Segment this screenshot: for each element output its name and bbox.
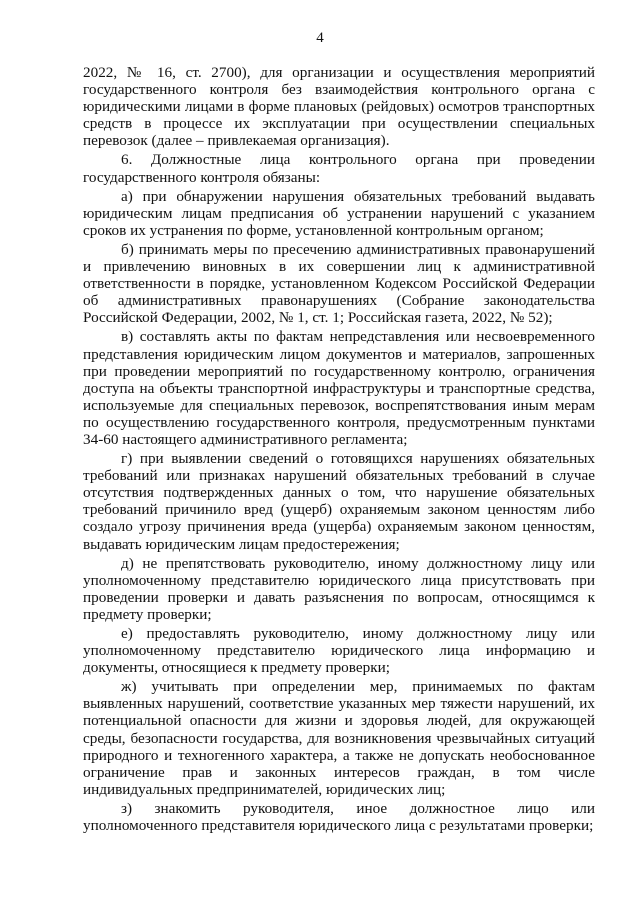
paragraph-subitem-d: д) не препятствовать руководителю, иному должностному лицу или уполномоченному представителю юридического лица присутствовать при проведении проверки и давать разъяснения по вопросам, относящимся к предмету проверки; [83, 554, 595, 623]
paragraph-subitem-e: е) предоставлять руководителю, иному должностному лицу или уполномоченному представителю юридического лица информацию и документы, относящиеся к предмету проверки; [83, 625, 595, 677]
paragraph-subitem-v: в) составлять акты по фактам непредставления или несвоевременного представления юридическим лицом документов и материалов, запрошенных при проведении мероприятий по государственному контролю, ограничения доступа на объекты транспортной инфраструктуры и транспортные средства, используемые для специальных перевозок, воспрепятствования иным мерам по осуществлению государственного контроля, предусмотренным пунктами 34-60 настоящего административного регламента; [83, 328, 595, 448]
paragraph-item-6: 6. Должностные лица контрольного органа при проведении государственного контроля обязаны: [83, 151, 595, 186]
document-body [83, 64, 595, 834]
paragraph-subitem-z: з) знакомить руководителя, иное должностное лицо или уполномоченного представителя юридического лица с результатами проверки; [83, 799, 595, 835]
paragraph-continuation: 2022, № 16, ст. 2700), для организации и осуществления мероприятий государственного контроля без взаимодействия контрольного органа с юридическими лицами в форме плановых (рейдовых) осмотров транспортных средств в процессе их эксплуатации при осуществлении специальных перевозок (далее – привлекаемая организация). [83, 64, 595, 150]
paragraph-subitem-g: г) при выявлении сведений о готовящихся нарушениях обязательных требований или признаках нарушений обязательных требований в случае отсутствия подтвержденных данных о том, что нарушение обязательных требований причинило вред (ущерб) охраняемым законом ценностям либо создало угрозу причинения вреда (ущерба) охраняемым законом ценностям, выдавать юридическим лицам предостережения; [83, 450, 595, 553]
page-number: 4 [316, 30, 324, 46]
paragraph-subitem-b: б) принимать меры по пресечению административных правонарушений и привлечению виновных в их совершении лиц к административной ответственности в порядке, установленном Кодексом Российской Федерации об административных правонарушениях (Собрание законодательства Российской Федерации, 2002, № 1, ст. 1; Российская газета, 2022, № 52); [83, 240, 595, 327]
paragraph-subitem-zh: ж) учитывать при определении мер, принимаемых по фактам выявленных нарушений, соответствие указанных мер тяжести нарушений, их потенциальной опасности для жизни и здоровья людей, для окружающей среды, безопасности государства, для возникновения чрезвычайных ситуаций природного и техногенного характера, а также не допускать необоснованное ограничение прав и законных интересов граждан, в том числе индивидуальных предпринимателей, юридических лиц; [83, 678, 595, 798]
paragraph-subitem-a: а) при обнаружении нарушения обязательных требований выдавать юридическим лицам предписания об устранении нарушений с указанием сроков их устранения по форме, установленной контрольным органом; [83, 187, 595, 239]
